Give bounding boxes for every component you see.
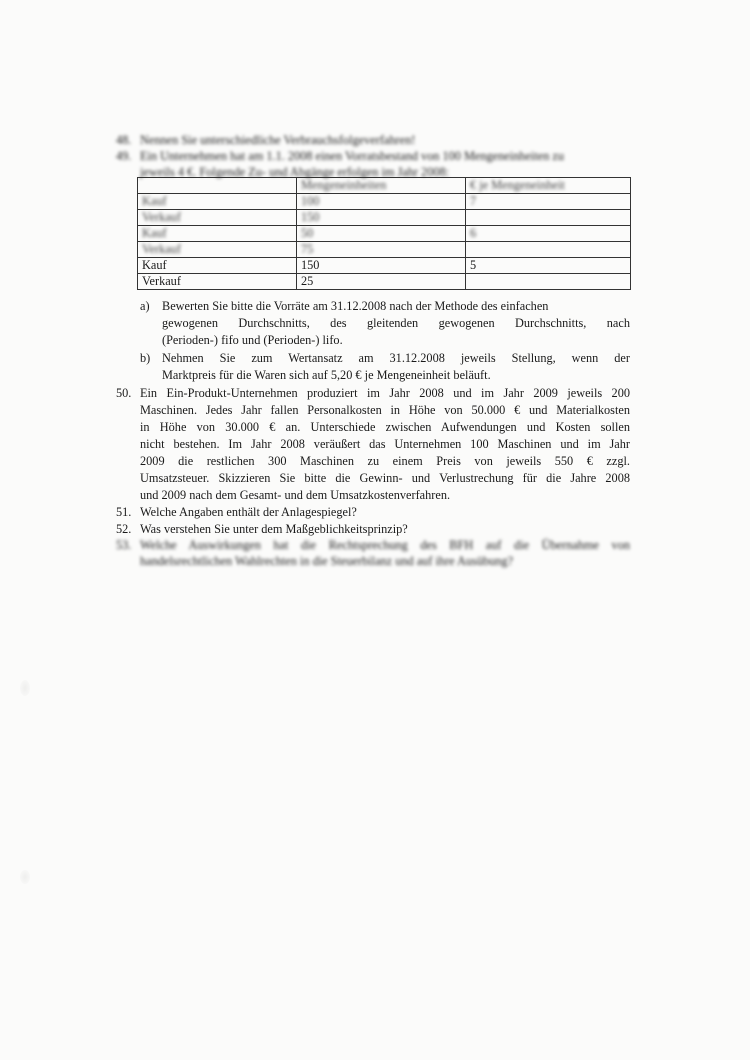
subquestion-b-line1: Nehmen Sie zum Wertansatz am 31.12.2008 jeweils Stellung, wenn der — [162, 351, 630, 365]
subquestion-a-line1: Bewerten Sie bitte die Vorräte am 31.12.2008 nach der Methode des einfachen — [162, 299, 549, 313]
question-50-line: Umsatzsteuer. Skizzieren Sie bitte die Gewinn- und Verlustrechung für die Jahre 2008 — [140, 471, 630, 485]
question-48-text: Nennen Sie unterschiedliche Verbrauchsfolgeverfahren! — [140, 133, 416, 147]
table-cell: Kauf — [138, 194, 297, 210]
question-48-number: 48. — [116, 133, 132, 147]
question-50-line: und 2009 nach dem Gesamt- und dem Umsatzkostenverfahren. — [140, 488, 451, 502]
question-52-text: Was verstehen Sie unter dem Maßgeblichkeitsprinzip? — [140, 522, 408, 536]
table-cell — [466, 242, 631, 258]
subquestion-a-label: a) — [140, 299, 150, 313]
question-49-line1: Ein Unternehmen hat am 1.1. 2008 einen Vorratsbestand von 100 Mengeneinheiten zu — [140, 149, 565, 163]
table-row — [138, 194, 631, 210]
table-cell: 150 — [297, 258, 466, 274]
subquestion-b-label: b) — [140, 351, 151, 365]
table-cell: Verkauf — [138, 210, 297, 226]
subquestion-a-line3: (Perioden-) fifo und (Perioden-) lifo. — [162, 333, 343, 347]
question-50-number: 50. — [116, 386, 132, 400]
table-row — [138, 258, 631, 274]
question-50-line: nicht bestehen. Im Jahr 2008 veräußert das Unternehmen 100 Maschinen und im Jahr — [140, 437, 630, 451]
question-50-line: Ein Ein-Produkt-Unternehmen produziert im Jahr 2008 und im Jahr 2009 jeweils 200 — [140, 386, 630, 400]
question-50-line: Maschinen. Jedes Jahr fallen Personalkosten in Höhe von 50.000 € und Materialkosten — [140, 403, 630, 417]
scan-smudge — [20, 680, 30, 696]
question-53-number: 53. — [116, 538, 132, 552]
table-cell: 6 — [466, 226, 631, 242]
table-cell: Verkauf — [138, 242, 297, 258]
table-row — [138, 226, 631, 242]
table-cell: 25 — [297, 274, 466, 290]
table-cell: 100 — [297, 194, 466, 210]
table-cell: Kauf — [138, 226, 297, 242]
table-cell: 50 — [297, 226, 466, 242]
table-cell — [466, 210, 631, 226]
question-50-line: in Höhe von 30.000 € an. Unterschiede zwischen Aufwendungen und Kosten sollen — [140, 420, 630, 434]
table-cell: 5 — [466, 258, 631, 274]
inventory-table — [137, 177, 631, 290]
table-cell: 75 — [297, 242, 466, 258]
table-row — [138, 210, 631, 226]
question-53-line2: handelsrechtlichen Wahlrechten in die Steuerbilanz und auf ihre Ausübung? — [140, 554, 514, 568]
table-row — [138, 242, 631, 258]
question-52-number: 52. — [116, 522, 132, 536]
table-header-row — [138, 178, 631, 194]
table-cell: Verkauf — [138, 274, 297, 290]
question-51-text: Welche Angaben enthält der Anlagespiegel? — [140, 505, 357, 519]
subquestion-a-line2: gewogenen Durchschnitts, des gleitenden gewogenen Durchschnitts, nach — [162, 316, 630, 330]
table-header-cell — [138, 178, 297, 194]
table-cell — [466, 274, 631, 290]
question-49-line2: jeweils 4 €. Folgende Zu- und Abgänge erfolgen im Jahr 2008: — [140, 165, 450, 179]
table-cell: 7 — [466, 194, 631, 210]
question-53-line1: Welche Auswirkungen hat die Rechtsprechung des BFH auf die Übernahme von — [140, 538, 630, 552]
question-51-number: 51. — [116, 505, 132, 519]
table-header-cell: € je Mengeneinheit — [466, 178, 631, 194]
question-50-line: 2009 die restlichen 300 Maschinen zu einem Preis von jeweils 550 € zzgl. — [140, 454, 630, 468]
scan-smudge — [20, 870, 30, 884]
question-49-number: 49. — [116, 149, 132, 163]
table-cell: Kauf — [138, 258, 297, 274]
table-row — [138, 274, 631, 290]
table-header-cell: Mengeneinheiten — [297, 178, 466, 194]
subquestion-b-line2: Marktpreis für die Waren sich auf 5,20 € je Mengeneinheit beläuft. — [162, 368, 491, 382]
table-cell: 150 — [297, 210, 466, 226]
